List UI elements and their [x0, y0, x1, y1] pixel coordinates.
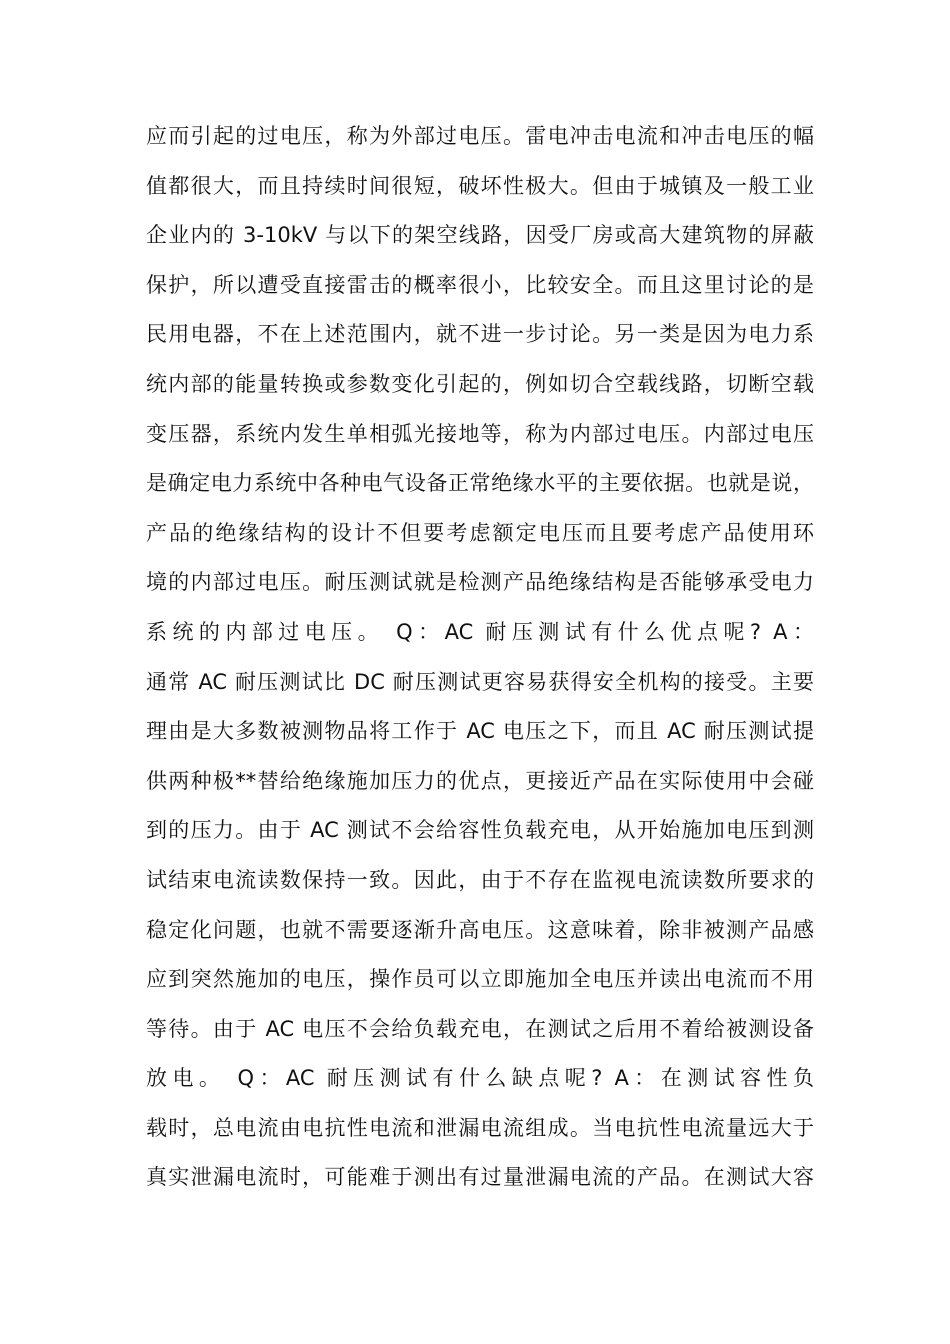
text-line: 企业内的 3-10kV 与以下的架空线路，因受厂房或高大建筑物的屏蔽 [146, 223, 814, 248]
text-line: 载时，总电流由电抗性电流和泄漏电流组成。当电抗性电流量远大于 [146, 1115, 814, 1140]
text-line: 变压器，系统内发生单相弧光接地等，称为内部过电压。内部过电压 [146, 421, 814, 446]
text-line: 产品的绝缘结构的设计不但要考虑额定电压而且要考虑产品使用环 [146, 520, 814, 545]
body-text [146, 112, 814, 1203]
text-line: 应而引起的过电压，称为外部过电压。雷电冲击电流和冲击电压的幅 [146, 124, 814, 148]
text-line: 民用电器，不在上述范围内，就不进一步讨论。另一类是因为电力系 [146, 322, 814, 347]
text-line: 统内部的能量转换或参数变化引起的，例如切合空载线路，切断空载 [146, 371, 814, 396]
text-line: 系统的内部过电压。 Q：AC 耐压测试有什么优点呢? A： [146, 619, 814, 644]
text-line: 到的压力。由于 AC 测试不会给容性负载充电，从开始施加电压到测 [146, 818, 814, 843]
text-line: 供两种极**替给绝缘施加压力的优点，更接近产品在实际使用中会碰 [146, 768, 814, 793]
text-line: 稳定化问题，也就不需要逐渐升高电压。这意味着，除非被测产品感 [146, 917, 814, 942]
text-line: 保护，所以遭受直接雷击的概率很小，比较安全。而且这里讨论的是 [146, 272, 814, 297]
text-line: 试结束电流读数保持一致。因此，由于不存在监视电流读数所要求的 [146, 867, 814, 892]
text-line: 真实泄漏电流时，可能难于测出有过量泄漏电流的产品。在测试大容 [146, 1165, 814, 1190]
text-line: 通常 AC 耐压测试比 DC 耐压测试更容易获得安全机构的接受。主要 [146, 669, 814, 694]
text-line: 境的内部过电压。耐压测试就是检测产品绝缘结构是否能够承受电力 [146, 570, 814, 595]
text-line: 是确定电力系统中各种电气设备正常绝缘水平的主要依据。也就是说， [146, 471, 814, 496]
text-line: 放电。 Q：AC 耐压测试有什么缺点呢? A：在测试容性负 [146, 1066, 814, 1091]
text-line: 理由是大多数被测物品将工作于 AC 电压之下，而且 AC 耐压测试提 [146, 719, 814, 744]
text-line: 应到突然施加的电压，操作员可以立即施加全电压并读出电流而不用 [146, 967, 814, 992]
text-line: 等待。由于 AC 电压不会给负载充电，在测试之后用不着给被测设备 [146, 1016, 814, 1041]
text-line: 值都很大，而且持续时间很短，破坏性极大。但由于城镇及一般工业 [146, 173, 814, 198]
